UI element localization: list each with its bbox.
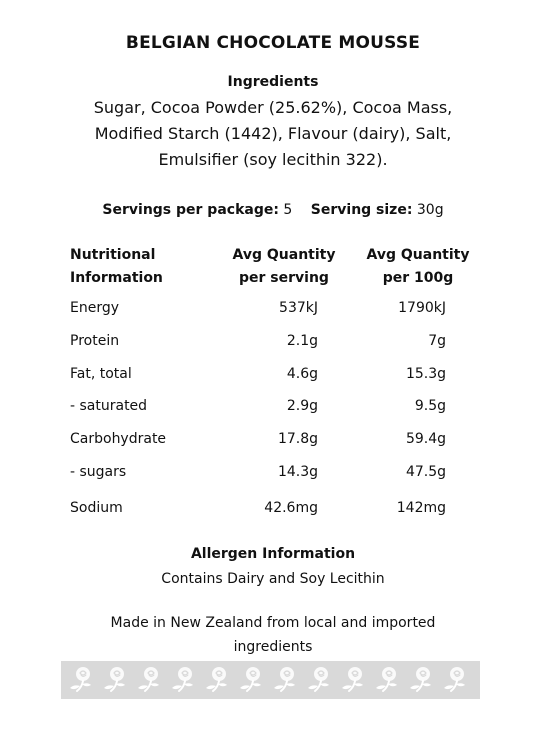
rose-icon	[70, 667, 91, 691]
serving-size-label: Serving size:	[310, 202, 413, 218]
per-serving-value: 17.8g	[277, 431, 318, 447]
rose-icon	[104, 667, 125, 691]
nutrition-row	[0, 297, 546, 319]
nutrient-name: Carbohydrate	[70, 431, 167, 447]
allergen-heading: Allergen Information	[190, 546, 356, 562]
servings-per-package-value: 5	[283, 202, 293, 218]
origin-statement: Made in New Zealand from local and imported ingredients	[110, 615, 436, 655]
nutrition-row	[0, 428, 546, 450]
nutrition-header-per-serving: Avg Quantity per serving	[232, 247, 336, 286]
ingredients-text: Sugar, Cocoa Powder (25.62%), Cocoa Mass, Modified Starch (1442), Flavour (dairy), Salt, Emulsifier (soy lecithin 322).	[93, 98, 453, 169]
rose-icon	[138, 667, 159, 691]
per-serving-value: 2.1g	[286, 333, 318, 349]
servings-line	[0, 202, 546, 218]
per-100g-value: 142mg	[396, 500, 446, 516]
per-serving-value: 14.3g	[277, 464, 318, 480]
nutrient-name: - sugars	[70, 464, 127, 480]
nutrition-row	[0, 363, 546, 385]
nutrient-name: Energy	[70, 300, 120, 316]
rose-icon	[206, 667, 227, 691]
per-100g-value: 1790kJ	[398, 300, 446, 316]
servings-per-package-label: Servings per package:	[102, 202, 279, 218]
per-100g-value: 7g	[428, 333, 446, 349]
per-serving-value: 537kJ	[279, 300, 318, 316]
ingredients-heading: Ingredients	[227, 74, 319, 90]
serving-size-value: 30g	[416, 202, 444, 218]
per-100g-value: 47.5g	[405, 464, 446, 480]
nutrient-name: - saturated	[70, 398, 148, 414]
rose-icon	[240, 667, 261, 691]
nutrition-header-per-100g: Avg Quantity per 100g	[366, 247, 470, 286]
rose-icon	[410, 667, 431, 691]
allergen-text: Contains Dairy and Soy Lecithin	[161, 571, 385, 587]
nutrition-row	[0, 461, 546, 483]
rose-icon	[172, 667, 193, 691]
rose-border-svg	[61, 661, 480, 699]
rose-icon	[342, 667, 363, 691]
nutrition-header-name: Nutritional Information	[70, 247, 163, 286]
rose-icon	[308, 667, 329, 691]
per-100g-value: 9.5g	[414, 398, 446, 414]
nutrition-row	[0, 497, 546, 519]
rose-icon-row	[70, 667, 465, 691]
nutrition-row	[0, 395, 546, 417]
decorative-rose-border	[61, 661, 480, 699]
rose-icon	[444, 667, 465, 691]
rose-icon	[376, 667, 397, 691]
per-serving-value: 42.6mg	[264, 500, 318, 516]
per-serving-value: 2.9g	[286, 398, 318, 414]
nutrient-name: Fat, total	[70, 366, 132, 382]
per-serving-value: 4.6g	[286, 366, 318, 382]
nutrient-name: Protein	[70, 333, 120, 349]
nutrient-name: Sodium	[70, 500, 123, 516]
product-title: BELGIAN CHOCOLATE MOUSSE	[125, 33, 421, 53]
rose-icon	[274, 667, 295, 691]
per-100g-value: 59.4g	[405, 431, 446, 447]
per-100g-value: 15.3g	[405, 366, 446, 382]
nutrition-row	[0, 330, 546, 352]
